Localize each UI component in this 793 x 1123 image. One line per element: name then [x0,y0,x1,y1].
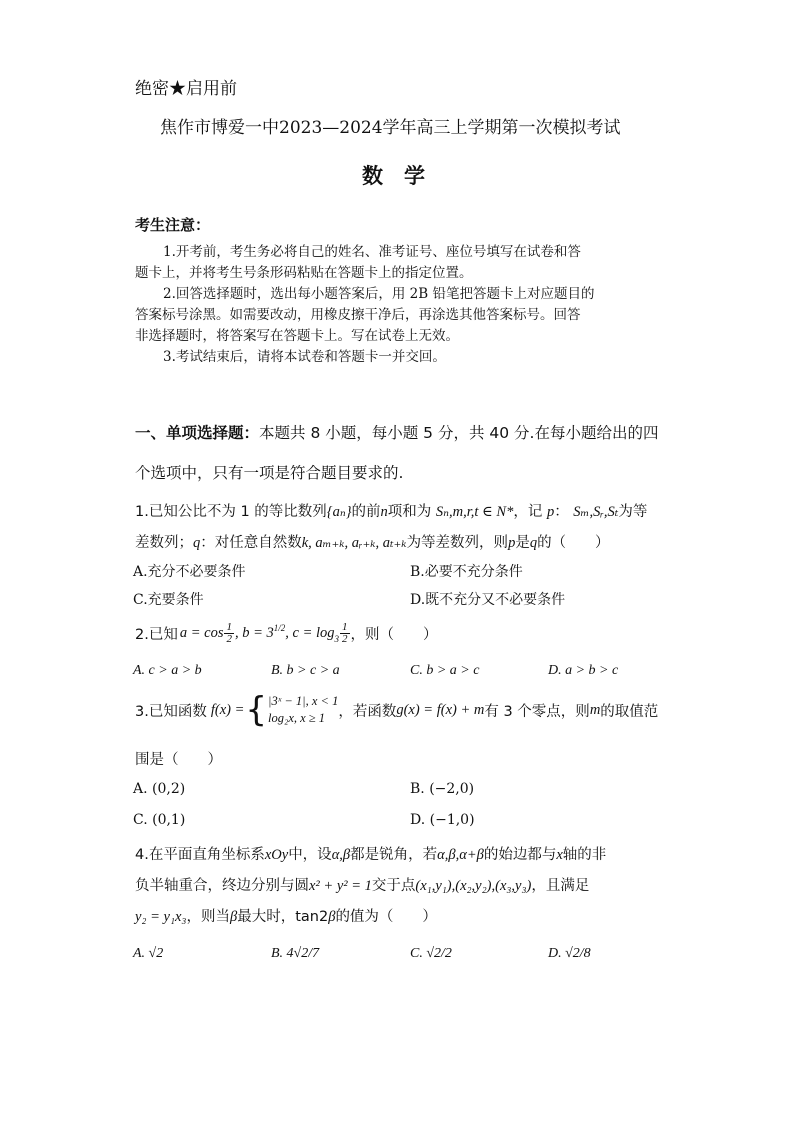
q3-cases [268,693,338,727]
q3-fx: f(x) = [210,701,245,718]
q1-option-a: A.充分不必要条件 [133,564,246,580]
q4-points: (x₁,y₁),(x₂,y₂),(x₃,y₃) [415,878,532,894]
q1-text: 的前 [351,504,381,520]
q1-text: 1.已知公比不为 1 的等比数列 [135,504,327,520]
q1-seq: {aₙ} [326,504,352,520]
q2-option-c: C. b > a > c [410,663,480,678]
q4-option-a: A. √2 [133,946,164,961]
q4-text: 中，设 [288,847,332,863]
section-desc: 本题共 8 小题，每小题 5 分，共 40 分.在每小题给出的四 [259,424,659,442]
q1-p: p [508,535,516,551]
q1-text: 的（ ） [537,535,610,551]
q2-base: 3 [334,633,340,644]
q3-case1: |3ˣ − 1|, x < 1 [268,694,339,709]
q4-text: 交于点 [371,878,416,894]
section-title: 一、单项选择题： [135,424,260,442]
q1-line2 [135,531,610,552]
q3-option-c: C. (0,1) [133,812,186,828]
q4-text: 最大时，tan2 [237,909,329,925]
q4-text: 负半轴重合，终边分别与圆 [135,878,309,894]
q2-option-b: B. b > c > a [271,663,340,678]
q3-text: 有 3 个零点，则 [484,703,590,720]
q4-option-d: D. √2/8 [548,946,591,961]
q3-line1 [135,690,659,730]
section-desc-2: 个选项中，只有一项是符合题目要求的. [135,464,404,482]
q4-option-b: B. 4√2/7 [271,946,320,961]
q2-option-a: A. c > a > b [133,663,202,678]
q2-text: 2.已知 [135,627,178,643]
q1-q: q [529,535,538,551]
q3-text: ，若函数 [338,703,397,720]
q4-circle: x² + y² = 1 [309,878,372,894]
q4-text: 4.在平面直角坐标系 [135,847,265,863]
q1-text: ：对任意自然数 [200,535,302,551]
notice-line: 2.回答选择题时，选出每小题答案后，用 2B 铅笔把答题卡上对应题目的 [163,286,595,302]
q4-text: ，且满足 [531,878,590,894]
q1-text: 为等差数列，则 [406,535,509,551]
q4-text: 轴的非 [562,847,607,863]
q4-abs: α,β,α+β [437,847,484,863]
q2-a: a = cos [179,625,224,641]
q1-text: ，记 [513,504,543,520]
q1-text: 是 [515,535,530,551]
q4-line1 [135,843,606,864]
notice-line: 答案标号涂黑。如需要改动，用橡皮擦干净后，再涂选其他答案标号。回答 [135,307,581,323]
q1-text: 为等 [618,504,648,520]
q2-c: , c = log [285,625,335,641]
q4-ab: α,β [331,847,351,863]
notice-line: 非选择题时，将答案写在答题卡上。写在试卷上无效。 [135,328,459,344]
q2-exp: 1/2 [273,622,286,633]
q4-x: x [556,847,563,863]
q4-text: ，则当 [186,909,230,925]
q4-option-c: C. √2/2 [410,946,452,961]
q4-beta: β [229,909,238,925]
notice-line: 题卡上，并将考生号条形码粘贴在答题卡上的指定位置。 [135,265,473,281]
q4-xoy: xOy [264,847,289,863]
q3-case2: log₂x, x ≥ 1 [268,711,326,725]
q2-line [135,622,438,645]
q3-option-a: A. (0,2) [133,781,186,797]
subject-title: 数 学 [362,164,425,188]
q2-b: , b = 3 [234,625,274,641]
q1-text: ： [554,504,569,520]
q1-option-d: D.既不充分又不必要条件 [410,592,566,608]
q3-m: m [589,701,601,718]
q4-line3 [135,905,437,926]
section-heading [135,421,658,443]
q4-beta: β [328,909,336,925]
notice-line: 3.考试结束后，请将本试卷和答题卡一并交回。 [163,349,446,365]
q3-gx: g(x) = f(x) + m [396,701,485,718]
q3-option-d: D. (−1,0) [410,812,475,828]
q4-text: 的值为（ ） [335,909,437,925]
q1-line1 [135,500,647,521]
q3-text: 的取值范 [600,703,659,720]
q1-n: n [380,504,388,520]
exam-title: 焦作市博爱一中2023—2024学年高三上学期第一次模拟考试 [160,118,621,138]
secret-label: 绝密★启用前 [135,79,237,99]
q4-text: 都是锐角，若 [350,847,438,863]
brace-icon: { [245,690,268,730]
q1-p: p [546,504,555,520]
q4-cond: y₂ = y₁x₃ [135,909,187,925]
q3-line2: 围是（ ） [135,752,222,768]
q1-q: q [193,535,201,551]
q2-text: ，则（ ） [350,627,438,643]
q1-option-b: B.必要不充分条件 [410,564,523,580]
q4-line2 [135,874,589,895]
q2-frac-half: $\frac{1}{2}$ [226,621,232,645]
q1-vars: Sₙ,m,r,t ∈ N* [435,504,514,520]
notice-line: 1.开考前，考生务必将自己的姓名、准考证号、座位号填写在试卷和答 [163,244,581,260]
q2-option-d: D. a > b > c [548,663,619,678]
q1-text: 项和为 [387,504,432,520]
q1-option-c: C.充要条件 [133,592,204,608]
q4-text: 的始边都与 [483,847,557,863]
q2-frac-half-2: $\frac{1}{2}$ [342,621,348,645]
q3-option-b: B. (−2,0) [410,781,475,797]
q1-svars: Sₘ,Sᵣ,Sₜ [573,504,619,520]
q1-text: 差数列； [135,535,193,551]
q1-kseq: k, aₘ₊ₖ, aᵣ₊ₖ, aₜ₊ₖ [301,535,407,551]
notice-title: 考生注意： [135,216,211,234]
q3-text: 3.已知函数 [135,703,207,720]
